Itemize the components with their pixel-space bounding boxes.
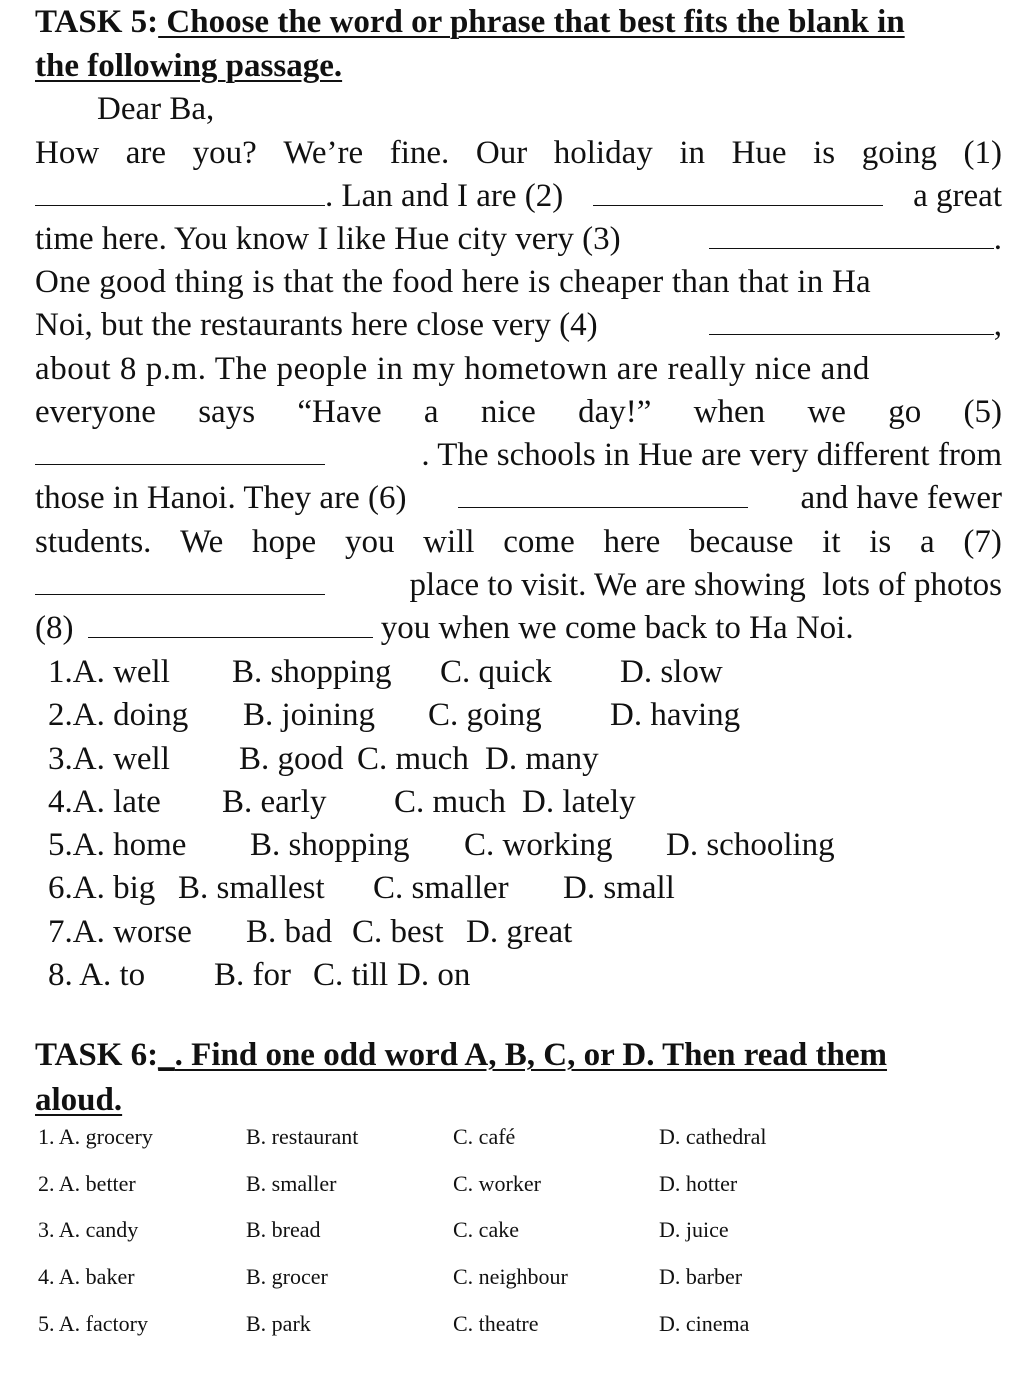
odd-word-choice[interactable]: B. grocer <box>246 1264 328 1289</box>
option-choice[interactable]: 8. A. to <box>48 957 146 993</box>
option-choice[interactable]: D. schooling <box>666 827 835 863</box>
passage-word: it <box>822 524 841 560</box>
option-choice[interactable]: C. going <box>428 697 542 733</box>
odd-word-choice[interactable]: 4. A. baker <box>38 1264 135 1289</box>
task6-heading <box>35 1035 1002 1075</box>
passage-line-9-end: and have fewer <box>800 480 1002 516</box>
passage-line-7 <box>35 392 1002 432</box>
task5-heading-prefix: TASK 5: <box>35 4 159 40</box>
passage-line-8-text: . The schools in Hue are very different from <box>421 437 1002 473</box>
odd-word-row <box>38 1170 998 1198</box>
odd-word-choice[interactable]: C. worker <box>453 1171 541 1196</box>
odd-word-choice[interactable]: B. restaurant <box>246 1124 359 1149</box>
option-choice[interactable]: C. till <box>313 957 389 993</box>
option-choice[interactable]: B. early <box>222 784 327 820</box>
passage-word: is <box>813 135 836 171</box>
passage-line-2-end: a great <box>913 178 1002 214</box>
passage-word: says <box>198 394 256 430</box>
passage-line-2-start <box>35 176 563 216</box>
odd-word-choice[interactable]: 3. A. candy <box>38 1217 139 1242</box>
option-row <box>0 652 1000 692</box>
task5-heading-line2-text: the following passage. <box>35 48 343 84</box>
passage-word: day!” <box>578 394 652 430</box>
passage-word: you <box>344 524 395 560</box>
passage-line-5-comma: , <box>993 307 1002 343</box>
passage-line-3-text: time here. You know I like Hue city very (3) <box>35 221 621 257</box>
passage-word: hope <box>252 524 317 560</box>
odd-word-choice[interactable]: D. cathedral <box>659 1124 767 1149</box>
passage-line-4: One good thing is that the food here is cheaper than that in Ha <box>35 264 871 300</box>
odd-word-row <box>38 1310 998 1338</box>
blank-4[interactable] <box>709 308 994 335</box>
option-choice[interactable]: C. best <box>352 914 444 950</box>
option-choice[interactable]: B. smallest <box>178 870 325 906</box>
passage-line-9-start: those in Hanoi. They are (6) <box>35 480 407 516</box>
odd-word-choice[interactable]: B. bread <box>246 1217 321 1242</box>
task6-heading-text: . Find one odd word A, B, C, or D. Then read them <box>174 1037 888 1073</box>
passage-line-3-period: . <box>993 221 1002 257</box>
option-choice[interactable]: D. lately <box>522 784 636 820</box>
option-choice[interactable]: B. bad <box>246 914 333 950</box>
passage-line-12 <box>35 608 854 648</box>
option-choice[interactable]: D. small <box>563 870 675 906</box>
option-row <box>0 912 1000 952</box>
option-choice[interactable]: 6.A. big <box>48 870 156 906</box>
task6-heading-blank: _ <box>158 1037 175 1073</box>
passage-word: everyone <box>35 394 156 430</box>
passage-word: (1) <box>963 135 1002 171</box>
option-choice[interactable]: D. on <box>397 957 471 993</box>
odd-word-choice[interactable]: C. cake <box>453 1217 519 1242</box>
letter-greeting: Dear Ba, <box>97 91 215 127</box>
passage-line-6: about 8 p.m. The people in my hometown are really nice and <box>35 351 870 387</box>
option-row <box>0 782 1000 822</box>
passage-word: holiday <box>553 135 653 171</box>
passage-line-8 <box>35 435 1002 475</box>
option-choice[interactable]: B. for <box>214 957 291 993</box>
passage-word: in <box>679 135 705 171</box>
odd-word-row <box>38 1216 998 1244</box>
passage-word: How <box>35 135 100 171</box>
passage-word: fine. <box>389 135 450 171</box>
option-choice[interactable]: D. having <box>610 697 741 733</box>
passage-line-1 <box>35 133 1002 173</box>
passage-word: when <box>693 394 766 430</box>
passage-line-2 <box>35 176 1002 216</box>
option-choice[interactable]: 7.A. worse <box>48 914 192 950</box>
passage-word: We <box>180 524 224 560</box>
blank-5[interactable] <box>35 438 325 465</box>
option-choice[interactable]: B. shopping <box>232 654 392 690</box>
option-choice[interactable]: D. great <box>466 914 573 950</box>
passage-word: (5) <box>963 394 1002 430</box>
passage-line-5 <box>35 305 1002 345</box>
option-choice[interactable]: D. many <box>485 741 599 777</box>
odd-word-choice[interactable]: C. neighbour <box>453 1264 568 1289</box>
blank-7[interactable] <box>35 568 325 595</box>
passage-word: are <box>125 135 167 171</box>
odd-word-choice[interactable]: D. cinema <box>659 1311 750 1336</box>
passage-word: you? <box>192 135 257 171</box>
odd-word-choice[interactable]: B. park <box>246 1311 311 1336</box>
odd-word-choice[interactable]: D. barber <box>659 1264 743 1289</box>
blank-1[interactable] <box>35 179 325 206</box>
passage-line-10 <box>35 522 1002 562</box>
passage-word: Our <box>475 135 528 171</box>
passage-line-12-number: (8) <box>35 610 74 646</box>
option-row <box>0 868 1000 908</box>
task6-heading-line2-text: aloud. <box>35 1082 123 1118</box>
option-row <box>0 955 1000 995</box>
option-choice[interactable]: C. working <box>464 827 613 863</box>
passage-word: “Have <box>297 394 382 430</box>
blank-6[interactable] <box>458 481 748 508</box>
option-choice[interactable]: 4.A. late <box>48 784 161 820</box>
option-row <box>0 739 1000 779</box>
task5-heading-line2 <box>35 46 1002 86</box>
task5-heading-text: Choose the word or phrase that best fits the blank in <box>158 4 905 40</box>
odd-word-choice[interactable]: D. hotter <box>659 1171 738 1196</box>
passage-line-2-text: . Lan and I are (2) <box>325 178 564 214</box>
option-choice[interactable]: B. shopping <box>250 827 410 863</box>
option-row <box>0 825 1000 865</box>
passage-word: (7) <box>963 524 1002 560</box>
blank-2[interactable] <box>593 179 883 206</box>
odd-word-choice[interactable]: C. theatre <box>453 1311 539 1336</box>
option-choice[interactable]: B. good <box>239 741 344 777</box>
passage-word: We’re <box>283 135 364 171</box>
passage-word: nice <box>480 394 536 430</box>
passage-line-11-text: place to visit. We are showing lots of photos <box>409 567 1002 603</box>
passage-line-12-text: you when we come back to Ha Noi. <box>380 610 854 646</box>
odd-word-row <box>38 1123 998 1151</box>
odd-word-choice[interactable]: 1. A. grocery <box>38 1124 153 1149</box>
odd-word-choice[interactable]: B. smaller <box>246 1171 337 1196</box>
option-choice[interactable]: B. joining <box>243 697 376 733</box>
task6-heading-line2 <box>35 1080 1002 1120</box>
passage-word: Hue <box>731 135 787 171</box>
option-choice[interactable]: 2.A. doing <box>48 697 189 733</box>
task5-heading <box>35 2 1002 42</box>
option-choice[interactable]: 3.A. well <box>48 741 170 777</box>
passage-word: will <box>423 524 475 560</box>
passage-word: here <box>603 524 661 560</box>
option-choice[interactable]: C. smaller <box>373 870 509 906</box>
passage-line-11 <box>35 565 1002 605</box>
odd-word-choice[interactable]: 5. A. factory <box>38 1311 148 1336</box>
odd-word-row <box>38 1263 998 1291</box>
passage-line-5-text: Noi, but the restaurants here close very (4) <box>35 307 598 343</box>
option-row <box>0 695 1000 735</box>
odd-word-choice[interactable]: D. juice <box>659 1217 729 1242</box>
option-choice[interactable]: C. much <box>394 784 506 820</box>
passage-line-9 <box>35 478 1002 518</box>
passage-line-3-tail <box>709 219 1002 259</box>
blank-3[interactable] <box>709 222 994 249</box>
option-choice[interactable]: 5.A. home <box>48 827 187 863</box>
passage-word: we <box>807 394 846 430</box>
option-choice[interactable]: C. quick <box>440 654 552 690</box>
passage-word: going <box>861 135 937 171</box>
passage-word: go <box>888 394 922 430</box>
odd-word-choice[interactable]: C. café <box>453 1124 516 1149</box>
passage-word: a <box>423 394 439 430</box>
option-choice[interactable]: C. much <box>357 741 469 777</box>
passage-word: because <box>688 524 794 560</box>
task6-heading-prefix: TASK 6: <box>35 1037 159 1073</box>
passage-word: is <box>869 524 892 560</box>
passage-word: a <box>919 524 935 560</box>
odd-word-choice[interactable]: 2. A. better <box>38 1171 136 1196</box>
option-choice[interactable]: D. slow <box>620 654 723 690</box>
passage-word: come <box>503 524 575 560</box>
passage-word: students. <box>35 524 152 560</box>
option-choice[interactable]: 1.A. well <box>48 654 170 690</box>
passage-line-5-tail <box>709 305 1002 345</box>
blank-8[interactable] <box>88 611 373 638</box>
passage-line-3 <box>35 219 1002 259</box>
